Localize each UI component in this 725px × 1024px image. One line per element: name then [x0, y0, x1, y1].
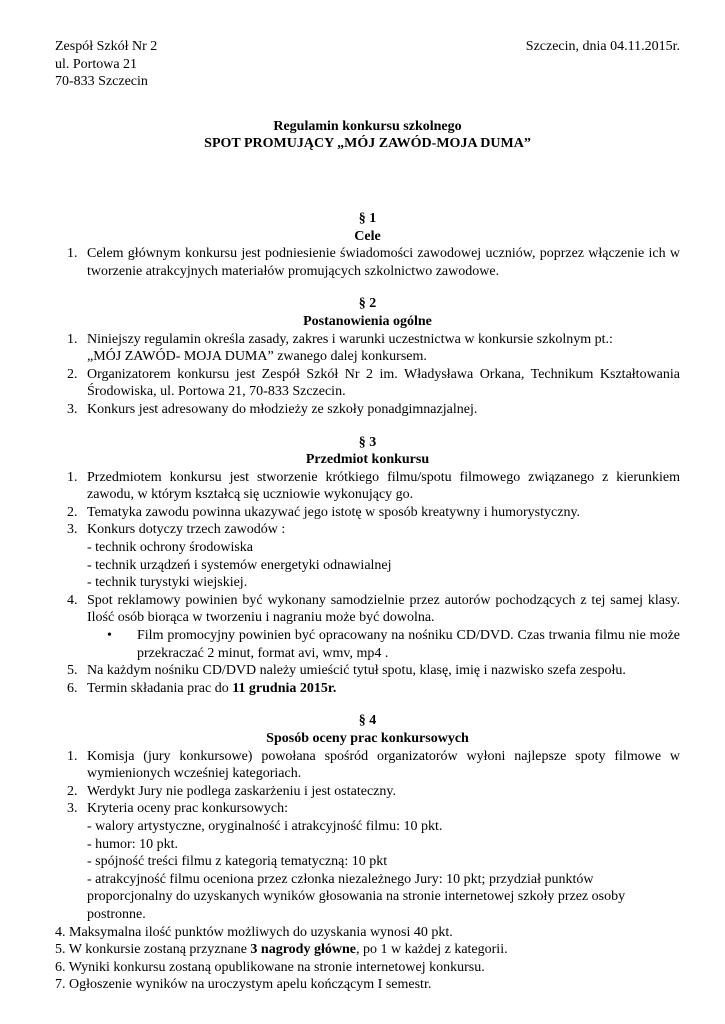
- bullet-item: [55, 627, 680, 662]
- contest-name: „MÓJ ZAWÓD- MOJA DUMA” zwanego dalej konkursem.: [87, 349, 427, 365]
- list-item: [55, 941, 680, 959]
- document-title: [55, 118, 680, 153]
- trade-entry: - technik turystyki wiejskiej.: [87, 575, 248, 591]
- item-number: 3.: [67, 522, 78, 538]
- section-title: Cele: [354, 228, 381, 244]
- item-number: 1.: [67, 748, 78, 764]
- criterion-entry: - walory artystyczne, oryginalność i atrakcyjność filmu: 10 pkt.: [87, 818, 443, 834]
- section-title: Przedmiot konkursu: [305, 452, 430, 468]
- section-title: Sposób oceny prac konkursowych: [266, 731, 469, 746]
- section-4-heading: [55, 712, 680, 747]
- prize-count: 3 nagrody główne: [250, 942, 356, 958]
- section-2-heading: [55, 295, 680, 330]
- item-number: 3.: [67, 401, 78, 417]
- item-text: Kryteria oceny prac konkursowych:: [87, 801, 288, 817]
- list-item: [55, 521, 680, 539]
- item-number: 1.: [67, 469, 78, 485]
- list-item: [55, 401, 680, 419]
- list-item: [55, 592, 680, 627]
- section-3-heading: [55, 434, 680, 469]
- item-text: Spot reklamowy powinien być wykonany samodzielnie przez autorów pochodzących z tej samej klasy. Ilość osób biorąca w tworzeniu i nagraniu może być dowolna.: [87, 592, 680, 626]
- item-text: Film promocyjny powinien być opracowany na nośniku CD/DVD. Czas trwania filmu nie może przekraczać 2 minut, format avi, wmv, mp4 .: [137, 628, 680, 661]
- item-number: 2.: [67, 366, 78, 382]
- item-number: 6.: [67, 680, 78, 696]
- list-item: 4. Maksymalna ilość punktów możliwych do uzyskania wynosi 40 pkt.: [55, 924, 453, 940]
- item-text: 5. W konkursie zostaną przyznane: [55, 942, 251, 958]
- place-date: Szczecin, dnia 04.11.2015r.: [525, 39, 680, 54]
- item-number: 5.: [67, 663, 78, 679]
- section-1-list: [55, 245, 680, 280]
- list-item: [55, 504, 680, 522]
- item-text: Konkurs jest adresowany do młodzieży ze szkoły ponadgimnazjalnej.: [87, 401, 478, 417]
- item-text: Termin składania prac do: [87, 680, 233, 696]
- list-item: [55, 748, 680, 783]
- letterhead: [55, 38, 680, 91]
- item-number: 1.: [67, 246, 78, 262]
- item-number: 4.: [67, 592, 78, 608]
- item-text: Przedmiotem konkursu jest stworzenie krótkiego filmu/spotu filmowego związanego z kierunkiem zawodu, w którym kształcą się uczniowie wykonujący go.: [87, 469, 680, 503]
- org-street: ul. Portowa 21: [55, 56, 138, 72]
- item-number: 2.: [67, 504, 78, 520]
- section-title: Postanowienia ogólne: [303, 313, 432, 329]
- item-text: Na każdym nośniku CD/DVD należy umieścić tytuł spotu, klasę, imię i nazwisko szefa zespołu.: [87, 663, 626, 679]
- list-item: [55, 469, 680, 504]
- item-text: Konkurs dotyczy trzech zawodów :: [87, 522, 286, 538]
- section-mark: § 1: [358, 210, 377, 226]
- criterion-entry: - atrakcyjność filmu oceniona przez członka niezależnego Jury: 10 pkt; przydział punktów proporcjonalny do uzyskanych wyników głosowania na stronie internetowej szkoły przez osoby postronne.: [87, 871, 626, 922]
- section-mark: § 4: [358, 713, 377, 729]
- item-text: , po 1 w każdej z kategorii.: [355, 942, 508, 958]
- trade-entry: - technik urządzeń i systemów energetyki odnawialnej: [87, 557, 392, 573]
- title-line-1: Regulamin konkursu szkolnego: [273, 118, 462, 134]
- title-line-2: SPOT PROMUJĄCY „MÓJ ZAWÓD-MOJA DUMA”: [204, 136, 531, 152]
- list-item: [55, 331, 680, 366]
- list-item: 7. Ogłoszenie wyników na uroczystym apelu kończącym I semestr.: [55, 977, 432, 993]
- criterion-entry: - humor: 10 pkt.: [87, 836, 178, 852]
- item-text: Celem głównym konkursu jest podniesienie świadomości zawodowej uczniów, poprzez włączenie ich w tworzenie atrakcyjnych materiałów promujących szkolnictwo zawodowe.: [87, 246, 680, 279]
- item-text: Organizatorem konkursu jest Zespół Szkół Nr 2 im. Władysława Orkana, Technikum Kształtowania Środowiska, ul. Portowa 21, 70-833 Szczecin.: [87, 366, 680, 400]
- list-item: [55, 783, 680, 801]
- criterion-entry: - spójność treści filmu z kategorią tematyczną: 10 pkt: [87, 854, 388, 870]
- list-item: [55, 680, 680, 698]
- section-4-list: [55, 748, 680, 994]
- organization-address: [55, 38, 157, 91]
- section-3-list: [55, 469, 680, 698]
- deadline-date: 11 grudnia 2015r.: [232, 680, 337, 696]
- section-mark: § 3: [358, 434, 377, 450]
- list-item: [55, 662, 680, 680]
- item-text: Tematyka zawodu powinna ukazywać jego istotę w sposób kreatywny i humorystyczny.: [87, 504, 581, 520]
- list-item: [55, 366, 680, 401]
- bullet-icon: •: [107, 628, 112, 644]
- item-number: 3.: [67, 801, 78, 817]
- item-number: 1.: [67, 331, 78, 347]
- section-2-list: [55, 331, 680, 419]
- org-city: 70-833 Szczecin: [55, 74, 148, 90]
- item-number: 2.: [67, 783, 78, 799]
- trade-entry: - technik ochrony środowiska: [87, 540, 254, 556]
- section-1-heading: [55, 210, 680, 245]
- list-item: 6. Wyniki konkursu zostaną opublikowane na stronie internetowej konkursu.: [55, 959, 485, 975]
- item-text: Werdykt Jury nie podlega zaskarżeniu i jest ostateczny.: [87, 783, 396, 799]
- list-item: [55, 245, 680, 280]
- item-text: Komisja (jury konkursowe) powołana spośród organizatorów wyłoni najlepsze spoty filmowe w wymienionych wcześniej kategoriach.: [87, 748, 680, 782]
- org-name: Zespół Szkół Nr 2: [55, 39, 158, 54]
- item-text: Niniejszy regulamin określa zasady, zakres i warunki uczestnictwa w konkursie szkolnym pt.:: [87, 331, 613, 347]
- section-mark: § 2: [358, 296, 377, 312]
- list-item: [55, 800, 680, 818]
